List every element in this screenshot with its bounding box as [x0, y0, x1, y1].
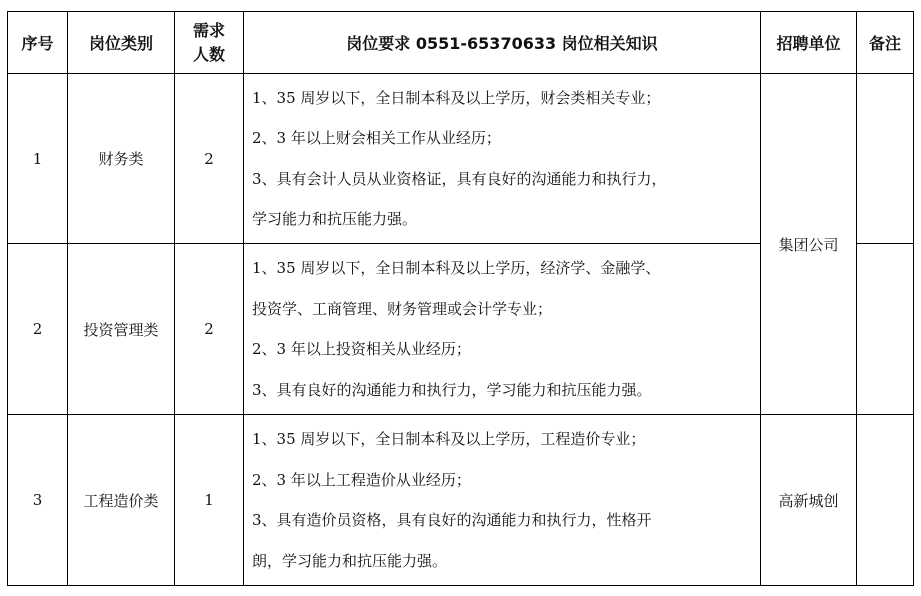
row-count: 1 [175, 415, 244, 586]
row-remark [857, 74, 914, 244]
header-count [175, 12, 244, 74]
requirement-line: 3、具有会计人员从业资格证，具有良好的沟通能力和执行力， [252, 169, 667, 188]
row-count: 2 [175, 74, 244, 244]
unit-gaoxin: 高新城创 [761, 415, 857, 586]
requirement-line: 投资学、工商管理、财务管理或会计学专业； [252, 299, 553, 318]
row-requirements [244, 415, 761, 586]
unit-group: 集团公司 [761, 74, 857, 415]
row-category: 投资管理类 [68, 244, 175, 415]
row-category: 工程造价类 [68, 415, 175, 586]
table-row [8, 74, 914, 244]
row-remark [857, 415, 914, 586]
row-count: 2 [175, 244, 244, 415]
row-remark [857, 244, 914, 415]
requirement-line: 3、具有良好的沟通能力和执行力，学习能力和抗压能力强。 [252, 380, 652, 399]
header-row [8, 12, 914, 74]
row-no: 3 [8, 415, 68, 586]
requirement-line: 学习能力和抗压能力强。 [252, 210, 418, 228]
row-no: 2 [8, 244, 68, 415]
requirement-line: 2、3 年以上工程造价从业经历； [252, 470, 471, 489]
requirement-line: 3、具有造价员资格，具有良好的沟通能力和执行力，性格开 [252, 511, 652, 529]
header-category: 岗位类别 [68, 12, 175, 74]
recruitment-table [7, 11, 914, 586]
row-requirements [244, 74, 761, 244]
row-no: 1 [8, 74, 68, 244]
requirement-line: 2、3 年以上财会相关工作从业经历； [252, 129, 501, 147]
header-unit: 招聘单位 [761, 12, 857, 74]
requirement-line: 1、35 周岁以下，全日制本科及以上学历，财会类相关专业； [252, 88, 661, 107]
requirement-line: 1、35 周岁以下，全日制本科及以上学历，工程造价专业； [252, 430, 646, 448]
row-category: 财务类 [68, 74, 175, 244]
header-remark: 备注 [857, 12, 914, 74]
requirement-line: 朗，学习能力和抗压能力强。 [252, 551, 448, 570]
header-count-line2: 人数 [192, 44, 225, 64]
row-requirements [244, 244, 761, 415]
requirement-line: 2、3 年以上投资相关从业经历； [252, 340, 471, 358]
table-row [8, 415, 914, 586]
header-requirements: 岗位要求 0551-65370633 岗位相关知识 [244, 12, 761, 74]
requirement-line: 1、35 周岁以下，全日制本科及以上学历，经济学、金融学、 [252, 259, 661, 277]
header-no: 序号 [8, 12, 68, 74]
header-count-line1: 需求 [192, 20, 225, 40]
